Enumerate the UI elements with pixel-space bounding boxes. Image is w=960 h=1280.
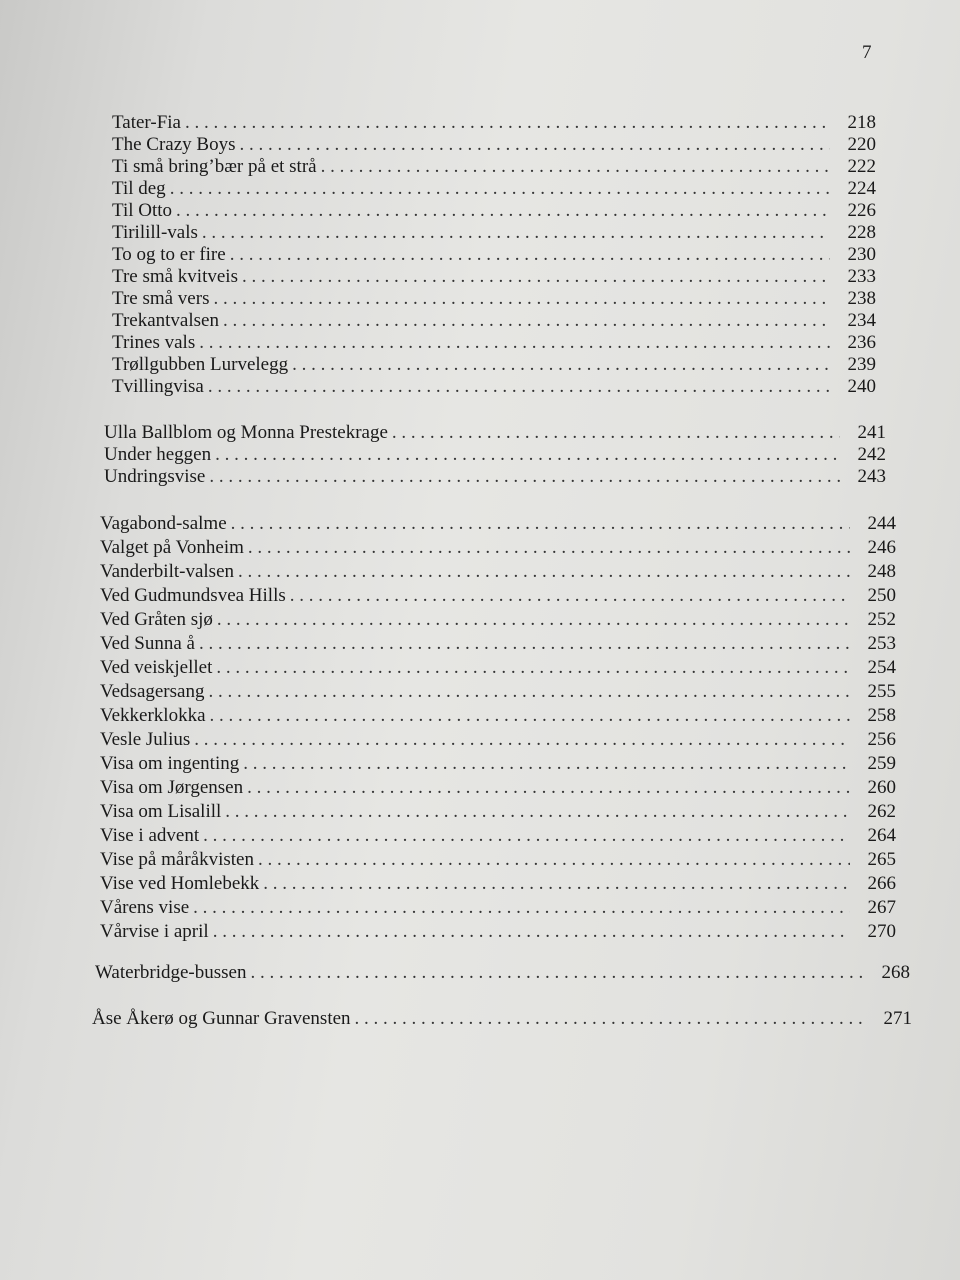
entry-page-number: 233 bbox=[847, 266, 876, 287]
dot-leader bbox=[230, 244, 830, 266]
toc-entry bbox=[0, 704, 960, 728]
dot-leader bbox=[292, 354, 830, 376]
entry-title: Vårens vise bbox=[100, 897, 190, 918]
entry-page-number: 254 bbox=[867, 657, 896, 678]
entry-title: Undringsvise bbox=[104, 466, 206, 487]
entry-page-number: 271 bbox=[883, 1008, 912, 1029]
entry-title: Vedsagersang bbox=[100, 681, 205, 702]
toc-entry bbox=[0, 134, 960, 156]
toc-group-w bbox=[0, 962, 960, 984]
toc-entry bbox=[0, 288, 960, 310]
entry-page-number: 256 bbox=[867, 729, 896, 750]
toc-entry bbox=[0, 536, 960, 560]
toc-entry bbox=[0, 962, 960, 984]
dot-leader bbox=[225, 800, 850, 824]
dot-leader bbox=[355, 1008, 866, 1030]
toc-entry bbox=[0, 752, 960, 776]
dot-leader bbox=[170, 178, 830, 200]
toc-entry bbox=[0, 156, 960, 178]
toc-entry bbox=[0, 112, 960, 134]
toc-entry bbox=[0, 178, 960, 200]
toc-entry bbox=[0, 354, 960, 376]
dot-leader bbox=[215, 444, 840, 466]
entry-page-number: 238 bbox=[847, 288, 876, 309]
entry-page-number: 218 bbox=[847, 112, 876, 133]
dot-leader bbox=[185, 112, 830, 134]
entry-title: Vekkerklokka bbox=[100, 705, 206, 726]
toc-entry bbox=[0, 444, 960, 466]
entry-title: Valget på Vonheim bbox=[100, 537, 244, 558]
dot-leader bbox=[238, 560, 850, 584]
toc-entry bbox=[0, 680, 960, 704]
entry-page-number: 234 bbox=[847, 310, 876, 331]
entry-title: Trekantvalsen bbox=[112, 310, 219, 331]
dot-leader bbox=[208, 376, 830, 398]
dot-leader bbox=[243, 752, 850, 776]
dot-leader bbox=[176, 200, 830, 222]
dot-leader bbox=[210, 704, 850, 728]
entry-page-number: 248 bbox=[867, 561, 896, 582]
dot-leader bbox=[290, 584, 850, 608]
dot-leader bbox=[194, 728, 850, 752]
entry-title: Trøllgubben Lurvelegg bbox=[112, 354, 289, 375]
dot-leader bbox=[392, 422, 840, 444]
page-number: 7 bbox=[862, 42, 872, 63]
toc-entry bbox=[0, 848, 960, 872]
entry-page-number: 246 bbox=[867, 537, 896, 558]
dot-leader bbox=[242, 266, 830, 288]
toc-entry bbox=[0, 310, 960, 332]
dot-leader bbox=[250, 962, 864, 984]
dot-leader bbox=[213, 920, 850, 944]
dot-leader bbox=[213, 288, 830, 310]
entry-title: Tater-Fia bbox=[112, 112, 181, 133]
entry-title: Tre små kvitveis bbox=[112, 266, 238, 287]
toc-group-u bbox=[0, 422, 960, 488]
dot-leader bbox=[217, 608, 850, 632]
entry-title: Visa om ingenting bbox=[100, 753, 240, 774]
dot-leader bbox=[258, 848, 850, 872]
toc-entry bbox=[0, 244, 960, 266]
entry-page-number: 268 bbox=[881, 962, 910, 983]
dot-leader bbox=[321, 156, 830, 178]
entry-page-number: 228 bbox=[847, 222, 876, 243]
entry-title: Ti små bring’bær på et strå bbox=[112, 156, 317, 177]
dot-leader bbox=[208, 680, 850, 704]
dot-leader bbox=[239, 134, 830, 156]
toc-entry bbox=[0, 920, 960, 944]
toc-entry bbox=[0, 728, 960, 752]
entry-page-number: 241 bbox=[857, 422, 886, 443]
toc-entry bbox=[0, 422, 960, 444]
toc-entry bbox=[0, 512, 960, 536]
dot-leader bbox=[203, 824, 850, 848]
entry-title: Vise i advent bbox=[100, 825, 200, 846]
table-of-contents bbox=[0, 112, 960, 1030]
entry-title: The Crazy Boys bbox=[112, 134, 236, 155]
dot-leader bbox=[209, 466, 840, 488]
dot-leader bbox=[263, 872, 850, 896]
entry-title: Vagabond-salme bbox=[100, 513, 227, 534]
entry-page-number: 267 bbox=[867, 897, 896, 918]
toc-entry bbox=[0, 872, 960, 896]
entry-page-number: 250 bbox=[867, 585, 896, 606]
toc-entry bbox=[0, 776, 960, 800]
dot-leader bbox=[248, 536, 850, 560]
entry-page-number: 259 bbox=[867, 753, 896, 774]
toc-entry bbox=[0, 222, 960, 244]
entry-title: Waterbridge-bussen bbox=[95, 962, 247, 983]
entry-title: Vise ved Homlebekk bbox=[100, 873, 260, 894]
entry-page-number: 242 bbox=[857, 444, 886, 465]
entry-page-number: 236 bbox=[847, 332, 876, 353]
toc-entry bbox=[0, 584, 960, 608]
toc-entry bbox=[0, 560, 960, 584]
toc-entry bbox=[0, 376, 960, 398]
entry-title: Ved Sunna å bbox=[100, 633, 195, 654]
entry-title: Vise på måråkvisten bbox=[100, 849, 254, 870]
toc-group-v bbox=[0, 512, 960, 944]
entry-title: To og to er fire bbox=[112, 244, 226, 265]
dot-leader bbox=[231, 512, 850, 536]
entry-page-number: 240 bbox=[847, 376, 876, 397]
entry-page-number: 266 bbox=[867, 873, 896, 894]
entry-page-number: 244 bbox=[867, 513, 896, 534]
toc-entry bbox=[0, 332, 960, 354]
entry-title: Tvillingvisa bbox=[112, 376, 204, 397]
dot-leader bbox=[199, 332, 830, 354]
entry-page-number: 239 bbox=[847, 354, 876, 375]
dot-leader bbox=[202, 222, 830, 244]
entry-page-number: 230 bbox=[847, 244, 876, 265]
entry-title: Tirilill-vals bbox=[112, 222, 198, 243]
dot-leader bbox=[193, 896, 850, 920]
entry-page-number: 260 bbox=[867, 777, 896, 798]
entry-page-number: 220 bbox=[847, 134, 876, 155]
entry-title: Ved Gudmundsvea Hills bbox=[100, 585, 286, 606]
entry-title: Til Otto bbox=[112, 200, 173, 221]
entry-title: Vårvise i april bbox=[100, 921, 209, 942]
entry-title: Visa om Lisalill bbox=[100, 801, 222, 822]
entry-page-number: 258 bbox=[867, 705, 896, 726]
toc-entry bbox=[0, 632, 960, 656]
toc-entry bbox=[0, 656, 960, 680]
toc-entry bbox=[0, 824, 960, 848]
toc-entry bbox=[0, 266, 960, 288]
entry-page-number: 270 bbox=[867, 921, 896, 942]
toc-entry bbox=[0, 608, 960, 632]
dot-leader bbox=[199, 632, 850, 656]
toc-entry bbox=[0, 800, 960, 824]
entry-title: Under heggen bbox=[104, 444, 212, 465]
toc-entry bbox=[0, 1008, 960, 1030]
entry-page-number: 243 bbox=[857, 466, 886, 487]
entry-title: Trines vals bbox=[112, 332, 196, 353]
entry-page-number: 252 bbox=[867, 609, 896, 630]
toc-group-aa bbox=[0, 1008, 960, 1030]
entry-title: Til deg bbox=[112, 178, 166, 199]
toc-entry bbox=[0, 200, 960, 222]
entry-page-number: 262 bbox=[867, 801, 896, 822]
entry-page-number: 226 bbox=[847, 200, 876, 221]
entry-page-number: 265 bbox=[867, 849, 896, 870]
entry-page-number: 264 bbox=[867, 825, 896, 846]
entry-page-number: 222 bbox=[847, 156, 876, 177]
entry-page-number: 253 bbox=[867, 633, 896, 654]
entry-title: Ved veiskjellet bbox=[100, 657, 213, 678]
entry-title: Tre små vers bbox=[112, 288, 210, 309]
toc-group-t bbox=[0, 112, 960, 398]
toc-entry bbox=[0, 896, 960, 920]
entry-title: Åse Åkerø og Gunnar Gravensten bbox=[92, 1008, 351, 1029]
entry-title: Ved Gråten sjø bbox=[100, 609, 213, 630]
dot-leader bbox=[223, 310, 830, 332]
entry-title: Vesle Julius bbox=[100, 729, 191, 750]
dot-leader bbox=[216, 656, 850, 680]
dot-leader bbox=[247, 776, 850, 800]
toc-entry bbox=[0, 466, 960, 488]
entry-title: Vanderbilt-valsen bbox=[100, 561, 235, 582]
entry-page-number: 255 bbox=[867, 681, 896, 702]
entry-title: Ulla Ballblom og Monna Prestekrage bbox=[104, 422, 388, 443]
entry-page-number: 224 bbox=[847, 178, 876, 199]
entry-title: Visa om Jørgensen bbox=[100, 777, 244, 798]
